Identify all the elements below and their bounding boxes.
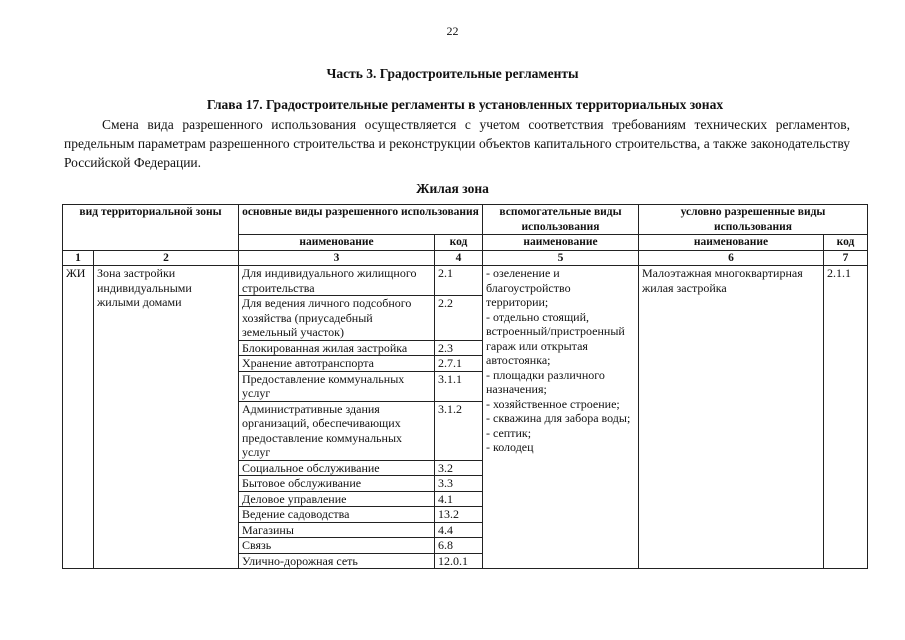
auxiliary-use-item: - септик; (486, 425, 532, 440)
main-use-code: 12.0.1 (435, 553, 483, 569)
header-cond-code: код (824, 235, 868, 251)
column-number: 7 (824, 250, 868, 266)
main-use-name: Связь (239, 538, 435, 554)
main-use-name: Ведение садоводства (239, 507, 435, 523)
main-use-code: 3.2 (435, 460, 483, 476)
zone-code: ЖИ (63, 266, 94, 569)
main-use-code: 4.4 (435, 522, 483, 538)
column-number: 6 (639, 250, 824, 266)
column-number: 3 (239, 250, 435, 266)
header-auxiliary-uses: вспомогательные виды использования (483, 205, 639, 235)
main-use-code: 2.3 (435, 340, 483, 356)
main-use-code: 6.8 (435, 538, 483, 554)
auxiliary-use-item: - отдельно стоящий, встроенный/пристроенный гараж или открытая автостоянка; (486, 309, 625, 367)
main-use-code: 3.3 (435, 476, 483, 492)
intro-paragraph: Смена вида разрешенного использования осуществляется с учетом соответствия требованиям технических регламентов, предельным параметрам разрешенного строительства и реконструкции объектов капитального строительства, а также законодательству Российской Федерации. (64, 117, 850, 170)
page-number: 22 (446, 24, 459, 38)
column-number: 5 (483, 250, 639, 266)
zone-title: Жилая зона (416, 181, 489, 196)
chapter-title: Глава 17. Градостроительные регламенты в установленных территориальных зонах (206, 97, 724, 112)
auxiliary-use-item: - площадки различного назначения; (486, 367, 605, 396)
header-aux-name: наименование (483, 235, 639, 251)
main-use-code: 13.2 (435, 507, 483, 523)
header-cond-name: наименование (639, 235, 824, 251)
conditional-use-name: Малоэтажная многоквартирная жилая застройка (639, 266, 824, 569)
auxiliary-use-item: - хозяйственное строение; (486, 396, 620, 411)
auxiliary-use-item: - скважина для забора воды; (486, 411, 631, 425)
main-use-name: Для индивидуального жилищного строительства (239, 266, 435, 296)
main-use-name: Предоставление коммунальных услуг (239, 371, 435, 401)
column-number: 2 (94, 250, 239, 266)
header-territorial-zone: вид территориальной зоны (63, 205, 239, 251)
main-use-name: Бытовое обслуживание (239, 476, 435, 492)
main-use-code: 2.2 (435, 296, 483, 341)
header-main-code: код (435, 235, 483, 251)
main-use-name: Деловое управление (239, 491, 435, 507)
main-use-code: 2.7.1 (435, 356, 483, 372)
conditional-use-code: 2.1.1 (824, 266, 868, 569)
main-use-name: Социальное обслуживание (239, 460, 435, 476)
auxiliary-uses-list (483, 266, 639, 569)
auxiliary-use-item: - колодец (486, 440, 534, 454)
column-number: 4 (435, 250, 483, 266)
main-use-name: Улично-дорожная сеть (239, 553, 435, 569)
header-conditional-uses: условно разрешенные виды использования (639, 205, 868, 235)
main-use-name: Административные здания организаций, обеспечивающих предоставление коммунальных услуг (239, 401, 435, 460)
main-use-name: Для ведения личного подсобного хозяйства (приусадебный земельный участок) (239, 296, 435, 341)
main-use-name: Хранение автотранспорта (239, 356, 435, 372)
main-use-code: 3.1.2 (435, 401, 483, 460)
auxiliary-use-item: - озеленение и благоустройство территории; (486, 266, 571, 309)
main-use-code: 2.1 (435, 266, 483, 296)
main-use-name: Блокированная жилая застройка (239, 340, 435, 356)
part-title: Часть 3. Градостроительные регламенты (326, 66, 579, 81)
zone-name: Зона застройки индивидуальными жилыми домами (94, 266, 239, 569)
main-use-name: Магазины (239, 522, 435, 538)
header-main-name: наименование (239, 235, 435, 251)
main-use-code: 4.1 (435, 491, 483, 507)
column-number: 1 (63, 250, 94, 266)
regulations-table (62, 204, 868, 569)
header-main-uses: основные виды разрешенного использования (239, 205, 483, 235)
main-use-code: 3.1.1 (435, 371, 483, 401)
